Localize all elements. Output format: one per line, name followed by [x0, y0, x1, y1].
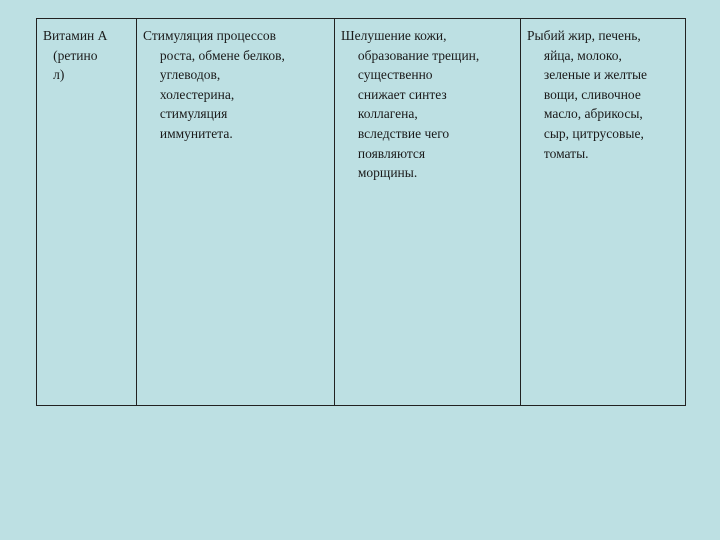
table-row — [37, 19, 686, 406]
function-text: Стимуляция процессов роста, обмене белков, углеводов, холестерина, стимуляция иммунитета. — [143, 28, 285, 141]
cell-sources — [521, 19, 686, 406]
cell-deficiency — [335, 19, 521, 406]
sources-text: Рыбий жир, печень, яйца, молоко, зеленые и желтые вощи, сливочное масло, абрикосы, сыр, цитрусовые, томаты. — [527, 28, 648, 161]
deficiency-text: Шелушение кожи, образование трещин, существенно снижает синтез коллагена, вследствие чего появляются морщины. — [341, 28, 480, 181]
vitamin-table — [36, 18, 686, 406]
cell-vitamin-name — [37, 19, 137, 406]
cell-function — [137, 19, 335, 406]
vitamin-name-text: Витамин А (ретино л) — [43, 28, 108, 83]
